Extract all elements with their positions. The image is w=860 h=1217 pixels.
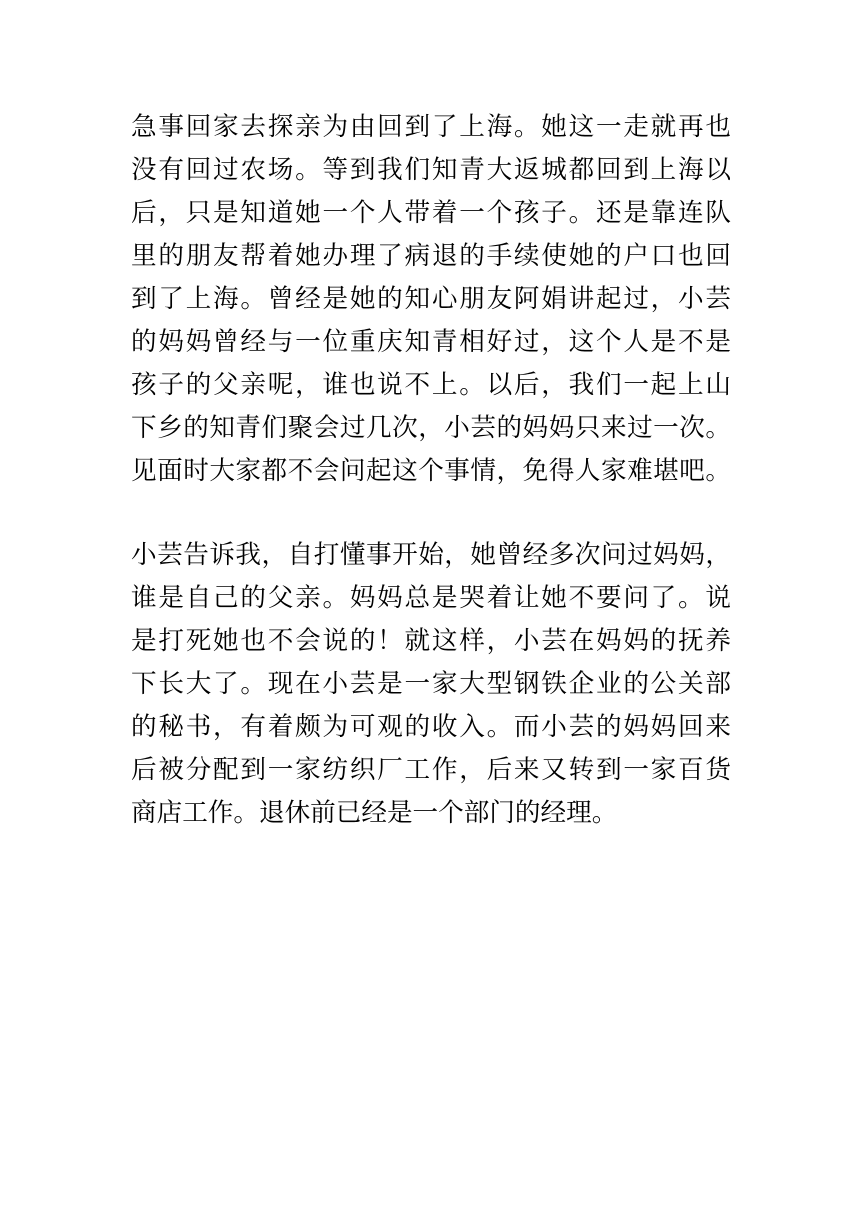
text-line: 后，只是知道她一个人带着一个孩子。还是靠连队 [131,198,731,228]
text-line: 见面时大家都不会问起这个事情，免得人家难堪吧。 [131,456,731,486]
text-line: 没有回过农场。等到我们知青大返城都回到上海以 [131,155,731,185]
text-line: 到了上海。曾经是她的知心朋友阿娟讲起过，小芸 [131,284,731,314]
text-line: 急事回家去探亲为由回到了上海。她这一走就再也 [131,112,731,142]
text-line: 下乡的知青们聚会过几次，小芸的妈妈只来过一次。 [131,413,731,443]
text-line: 小芸告诉我，自打懂事开始，她曾经多次问过妈妈， [131,540,731,570]
text-line: 的秘书，有着颇为可观的收入。而小芸的妈妈回来 [131,712,731,742]
text-line: 后被分配到一家纺织厂工作，后来又转到一家百货 [131,755,731,785]
text-line: 是打死她也不会说的！就这样，小芸在妈妈的抚养 [131,626,731,656]
paragraph-1 [131,106,731,493]
text-line: 下长大了。现在小芸是一家大型钢铁企业的公关部 [131,669,731,699]
text-line: 的妈妈曾经与一位重庆知青相好过，这个人是不是 [131,327,731,357]
text-line: 里的朋友帮着她办理了病退的手续使她的户口也回 [131,241,731,271]
text-line: 商店工作。退休前已经是一个部门的经理。 [131,798,618,828]
paragraph-2 [131,534,731,835]
text-line: 谁是自己的父亲。妈妈总是哭着让她不要问了。说 [131,583,731,613]
text-line: 孩子的父亲呢，谁也说不上。以后，我们一起上山 [131,370,731,400]
